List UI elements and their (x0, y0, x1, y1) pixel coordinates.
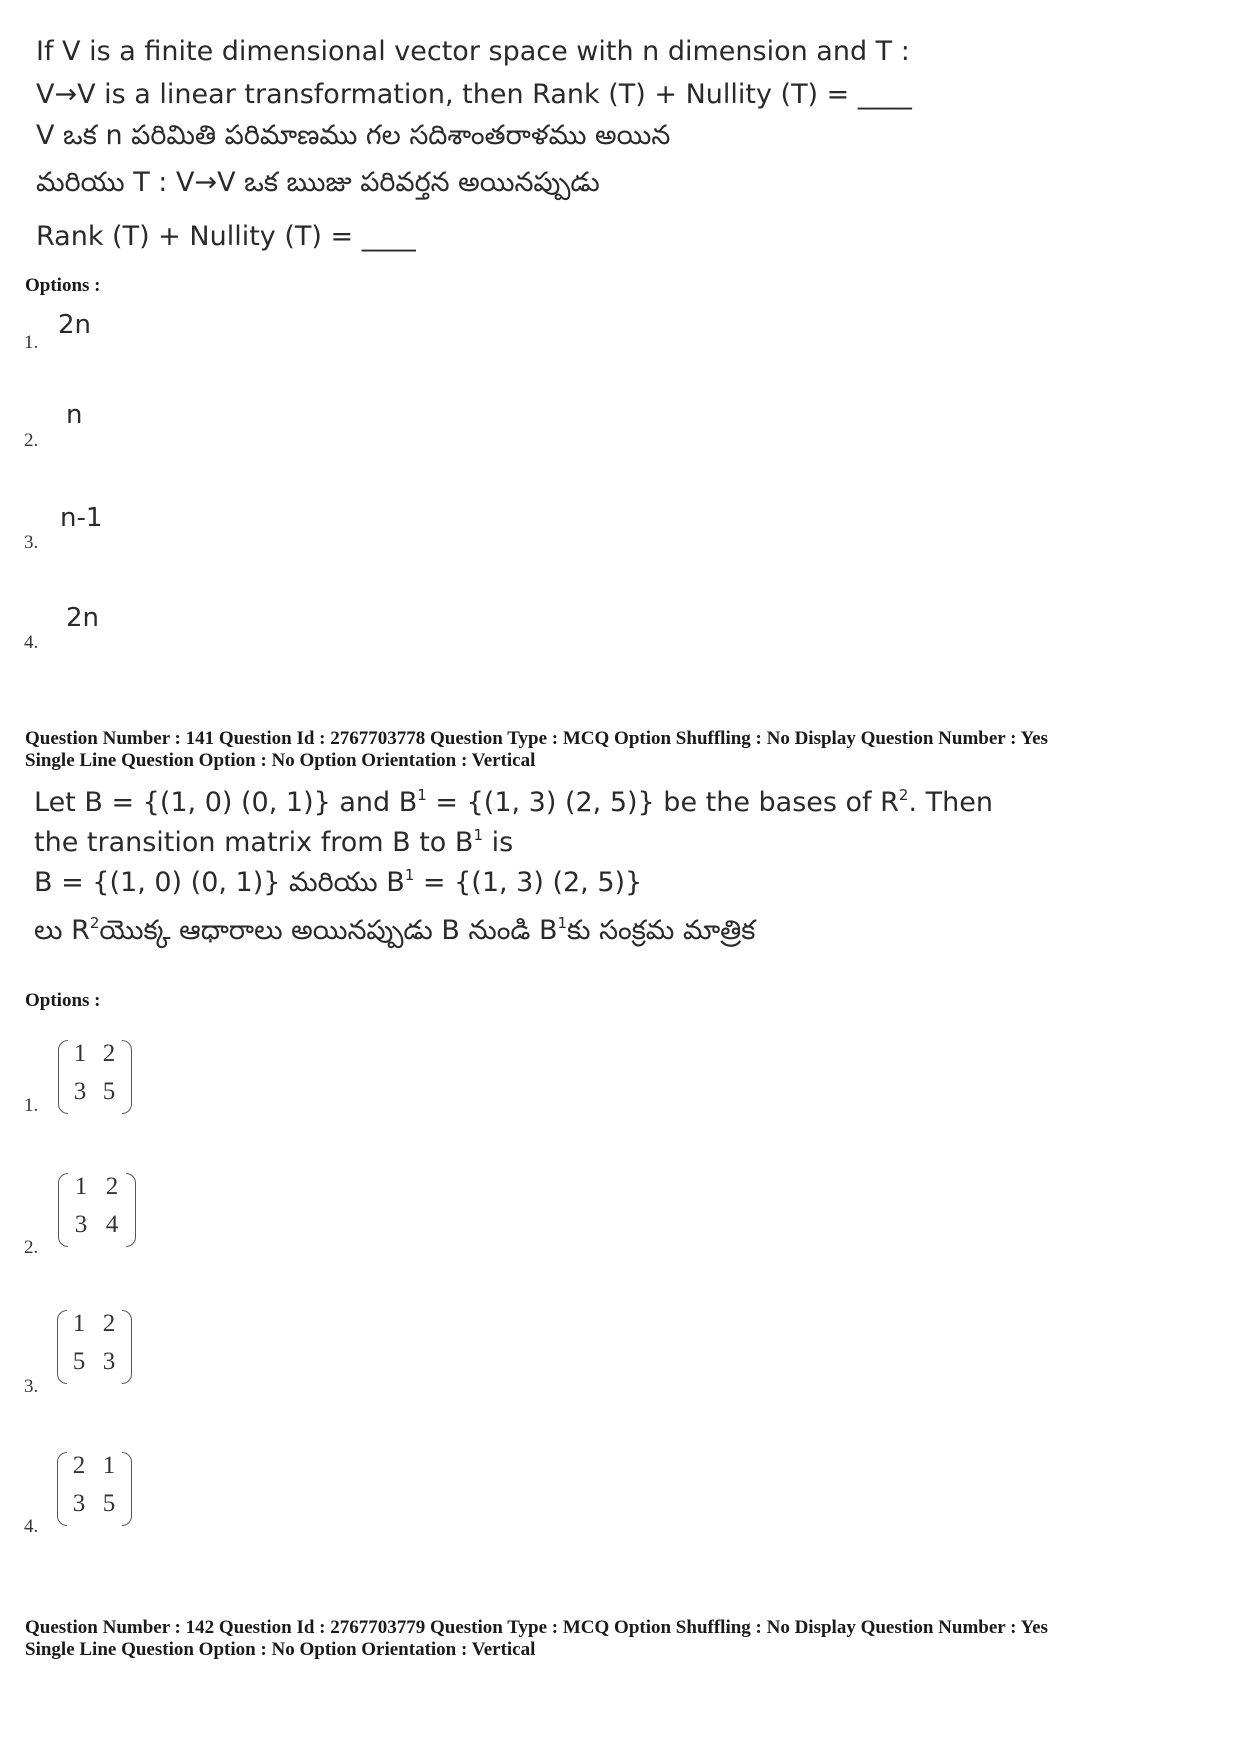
left-paren (58, 1173, 68, 1247)
matrix-cell-a21: 3 (73, 1078, 87, 1105)
matrix-cell-a11: 1 (74, 1173, 88, 1200)
q140-options-label: Options : (25, 275, 101, 296)
q141-text-line-1: Let B = {(1, 0) (0, 1)} and $B^1 = \{(1$, 3) (2, 5)} be the bases of $R^2$. Then (34, 786, 993, 818)
matrix-cell-a11: 2 (72, 1452, 86, 1479)
right-paren (122, 1040, 132, 1114)
q141-option-2-number: 2. (24, 1237, 39, 1258)
q140-option-1-value[interactable]: 2n (58, 310, 92, 340)
q140-option-4-number: 4. (24, 632, 39, 653)
matrix-cell-a12: 1 (102, 1452, 116, 1479)
q140-text-line-4-telugu: మరియు T : V→V ఒక ఋజు పరివర్తన అయినప్పుడు (36, 167, 600, 198)
matrix-cell-a22: 5 (102, 1078, 116, 1105)
q141-meta-line-2: Single Line Question Option : No Option Orientation : Vertical (25, 750, 536, 771)
q141-text-line-4-telugu: లు $R^2యొక్క$ ఆధారాలు అయినప్పుడు B నుండి $B^1కు$ సంక్రమ మాత్రిక (34, 914, 756, 946)
matrix-cell-a21: 3 (74, 1211, 88, 1238)
right-paren (122, 1310, 132, 1384)
q141-option-4-number: 4. (24, 1516, 39, 1537)
q141-option-3-matrix[interactable] (57, 1310, 132, 1382)
left-paren (57, 1310, 67, 1384)
q141-option-2-matrix[interactable] (58, 1173, 136, 1245)
matrix-cell-a11: 1 (72, 1310, 86, 1337)
q140-option-4-value[interactable]: 2n (66, 603, 100, 633)
q141-option-1-number: 1. (24, 1095, 39, 1116)
q140-option-2-number: 2. (24, 430, 39, 451)
q140-option-3-value[interactable]: n-1 (60, 503, 103, 533)
matrix-cell-a12: 2 (102, 1310, 116, 1337)
q141-meta-line-1: Question Number : 141 Question Id : 2767703778 Question Type : MCQ Option Shuffling : No Display Question Number : Yes (25, 728, 1048, 749)
q142-meta-line-2: Single Line Question Option : No Option Orientation : Vertical (25, 1639, 536, 1660)
matrix-cell-a12: 2 (102, 1040, 116, 1067)
matrix-cell-a22: 4 (105, 1211, 119, 1238)
matrix-cell-a21: 3 (72, 1490, 86, 1517)
q141-options-label: Options : (25, 990, 101, 1011)
q141-text-line-2: the transition matrix from B to $B^1$ is (34, 826, 514, 858)
right-paren (126, 1173, 136, 1247)
left-paren (57, 1452, 67, 1526)
q140-text-line-2: V→V is a linear transformation, then Rank (T) + Nullity (T) = ____ (36, 79, 912, 110)
q140-option-2-value[interactable]: n (66, 400, 83, 430)
q140-option-3-number: 3. (24, 532, 39, 553)
q141-text-line-3: B = {(1, 0) (0, 1)} మరియు $B^1 = \{(1$, 3) (2, 5)} (34, 866, 643, 898)
left-paren (58, 1040, 68, 1114)
q142-meta-line-1: Question Number : 142 Question Id : 2767703779 Question Type : MCQ Option Shuffling : No Display Question Number : Yes (25, 1617, 1048, 1638)
q141-option-4-matrix[interactable] (57, 1452, 132, 1524)
q140-text-line-1: If V is a finite dimensional vector space with n dimension and T : (36, 36, 910, 67)
q140-text-line-5: Rank (T) + Nullity (T) = ____ (36, 221, 416, 252)
right-paren (122, 1452, 132, 1526)
q141-option-1-matrix[interactable] (58, 1040, 132, 1112)
q140-text-line-3-telugu: V ఒక n పరిమితి పరిమాణము గల సదిశాంతరాళము అయిన (36, 120, 671, 151)
q141-option-3-number: 3. (24, 1376, 39, 1397)
matrix-cell-a22: 5 (102, 1490, 116, 1517)
matrix-cell-a11: 1 (73, 1040, 87, 1067)
matrix-cell-a21: 5 (72, 1348, 86, 1375)
matrix-cell-a12: 2 (105, 1173, 119, 1200)
matrix-cell-a22: 3 (102, 1348, 116, 1375)
q140-option-1-number: 1. (24, 332, 39, 353)
